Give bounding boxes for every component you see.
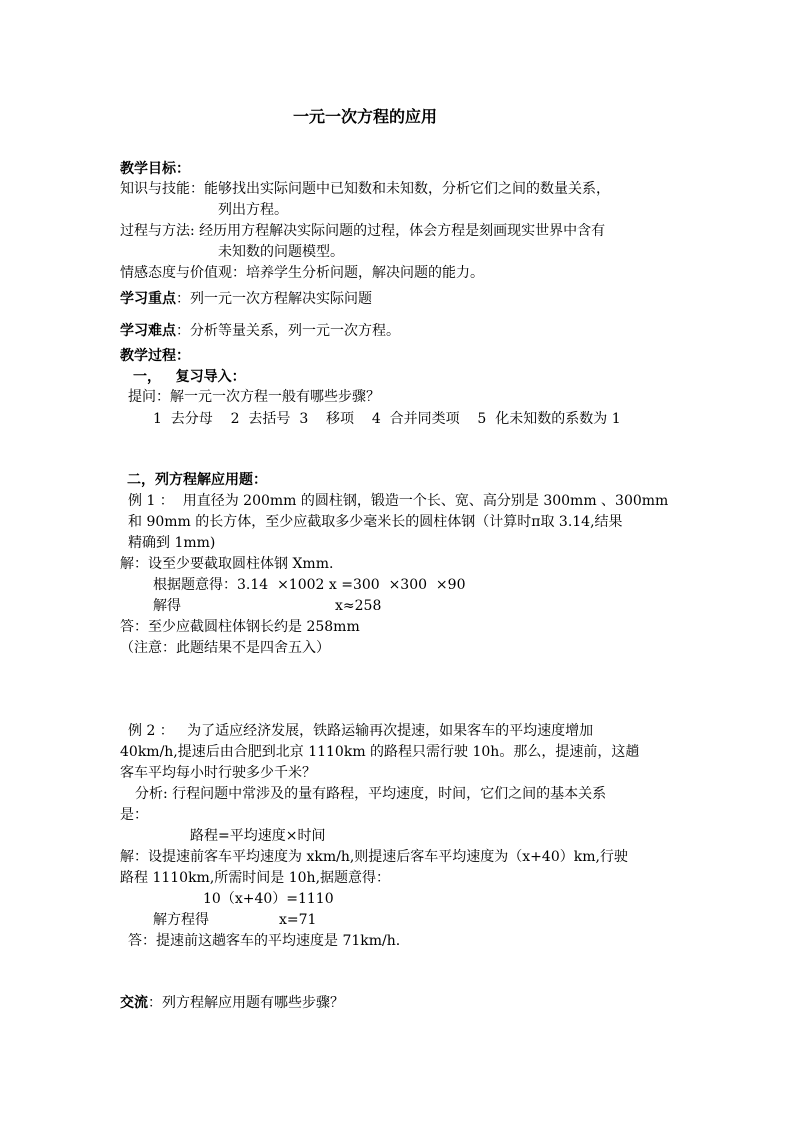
section1-question: 提问：解一元一次方程一般有哪些步骤？ [128, 389, 380, 405]
key-point-label: 学习重点 [120, 291, 176, 307]
example2-analysis-line2: 是： [120, 807, 148, 823]
example1-solve-result: x≈258 [335, 598, 382, 614]
example1-line3: 精确到 1mm) [128, 535, 216, 551]
key-point-text: ：列一元一次方程解决实际问题 [176, 291, 372, 307]
section1-steps: 1 去分母 2 去括号 3 移项 4 合并同类项 5 化未知数的系数为 1 [153, 411, 621, 427]
example2-solution-line2: 路程 1110km,所需时间是 10h,据题意得： [120, 870, 391, 886]
example2-formula: 路程=平均速度×时间 [190, 828, 326, 844]
example1-note: （注意：此题结果不是四舍五入） [120, 640, 330, 656]
section1-heading: 一， 复习导入： [133, 369, 246, 385]
exchange [120, 993, 344, 1013]
difficulty [120, 321, 400, 341]
example2-line1: 例 2 ： 为了适应经济发展，铁路运输再次提速，如果客车的平均速度增加 [128, 723, 594, 739]
objectives-heading: 教学目标： [120, 161, 190, 177]
example2-analysis-line1: 分析: 行程问题中常涉及的量有路程，平均速度，时间，它们之间的基本关系 [135, 786, 607, 802]
example2-line2: 40km/h,提速后由合肥到北京 1110km 的路程只需行驶 10h。那么，提速前，这趟 [120, 744, 640, 760]
example2-equation: 10（x+40）=1110 [203, 891, 334, 907]
example1-equation: 根据题意得：3.14 ×1002 x =300 ×300 ×90 [153, 577, 466, 593]
example1-solution-setup: 解：设至少要截取圆柱体钢 Xmm. [120, 556, 334, 572]
objective-knowledge-line1: 知识与技能：能够找出实际问题中已知数和未知数，分析它们之间的数量关系， [120, 181, 610, 197]
example1-line2: 和 90mm 的长方体，至少应截取多少毫米长的圆柱体钢（计算时π取 3.14,结果 [128, 514, 623, 530]
process-heading: 教学过程： [120, 348, 190, 364]
key-point [120, 289, 372, 309]
difficulty-label: 学习难点 [120, 323, 176, 339]
example2-answer: 答：提速前这趟客车的平均速度是 71km/h. [128, 933, 401, 949]
example2-solve-result: x=71 [279, 912, 317, 928]
example2-solve-label: 解方程得 [153, 912, 209, 928]
example1-answer: 答：至少应截圆柱体钢长约是 258mm [120, 619, 360, 635]
objective-emotion: 情感态度与价值观：培养学生分析问题，解决问题的能力。 [120, 265, 484, 281]
example2-line3: 客车平均每小时行驶多少千米？ [120, 765, 316, 781]
exchange-label: 交流 [120, 995, 148, 1011]
example1-line1: 例 1 ： 用直径为 200mm 的圆柱钢，锻造一个长、宽、高分别是 300mm 、300mm [128, 493, 669, 509]
exchange-text: ：列方程解应用题有哪些步骤？ [148, 995, 344, 1011]
page-title: 一元一次方程的应用 [293, 107, 438, 126]
difficulty-text: ：分析等量关系，列一元一次方程。 [176, 323, 400, 339]
example1-solve-label: 解得 [153, 598, 181, 614]
objective-knowledge-line2: 列出方程。 [218, 202, 288, 218]
example2-solution-line1: 解：设提速前客车平均速度为 xkm/h,则提速后客车平均速度为（x+40）km,行驶 [120, 849, 628, 865]
objective-process-line1: 过程与方法: 经历用方程解决实际问题的过程，体会方程是刻画现实世界中含有 [120, 223, 606, 239]
section2-heading: 二，列方程解应用题： [127, 472, 267, 488]
objective-process-line2: 未知数的问题模型。 [218, 244, 344, 260]
